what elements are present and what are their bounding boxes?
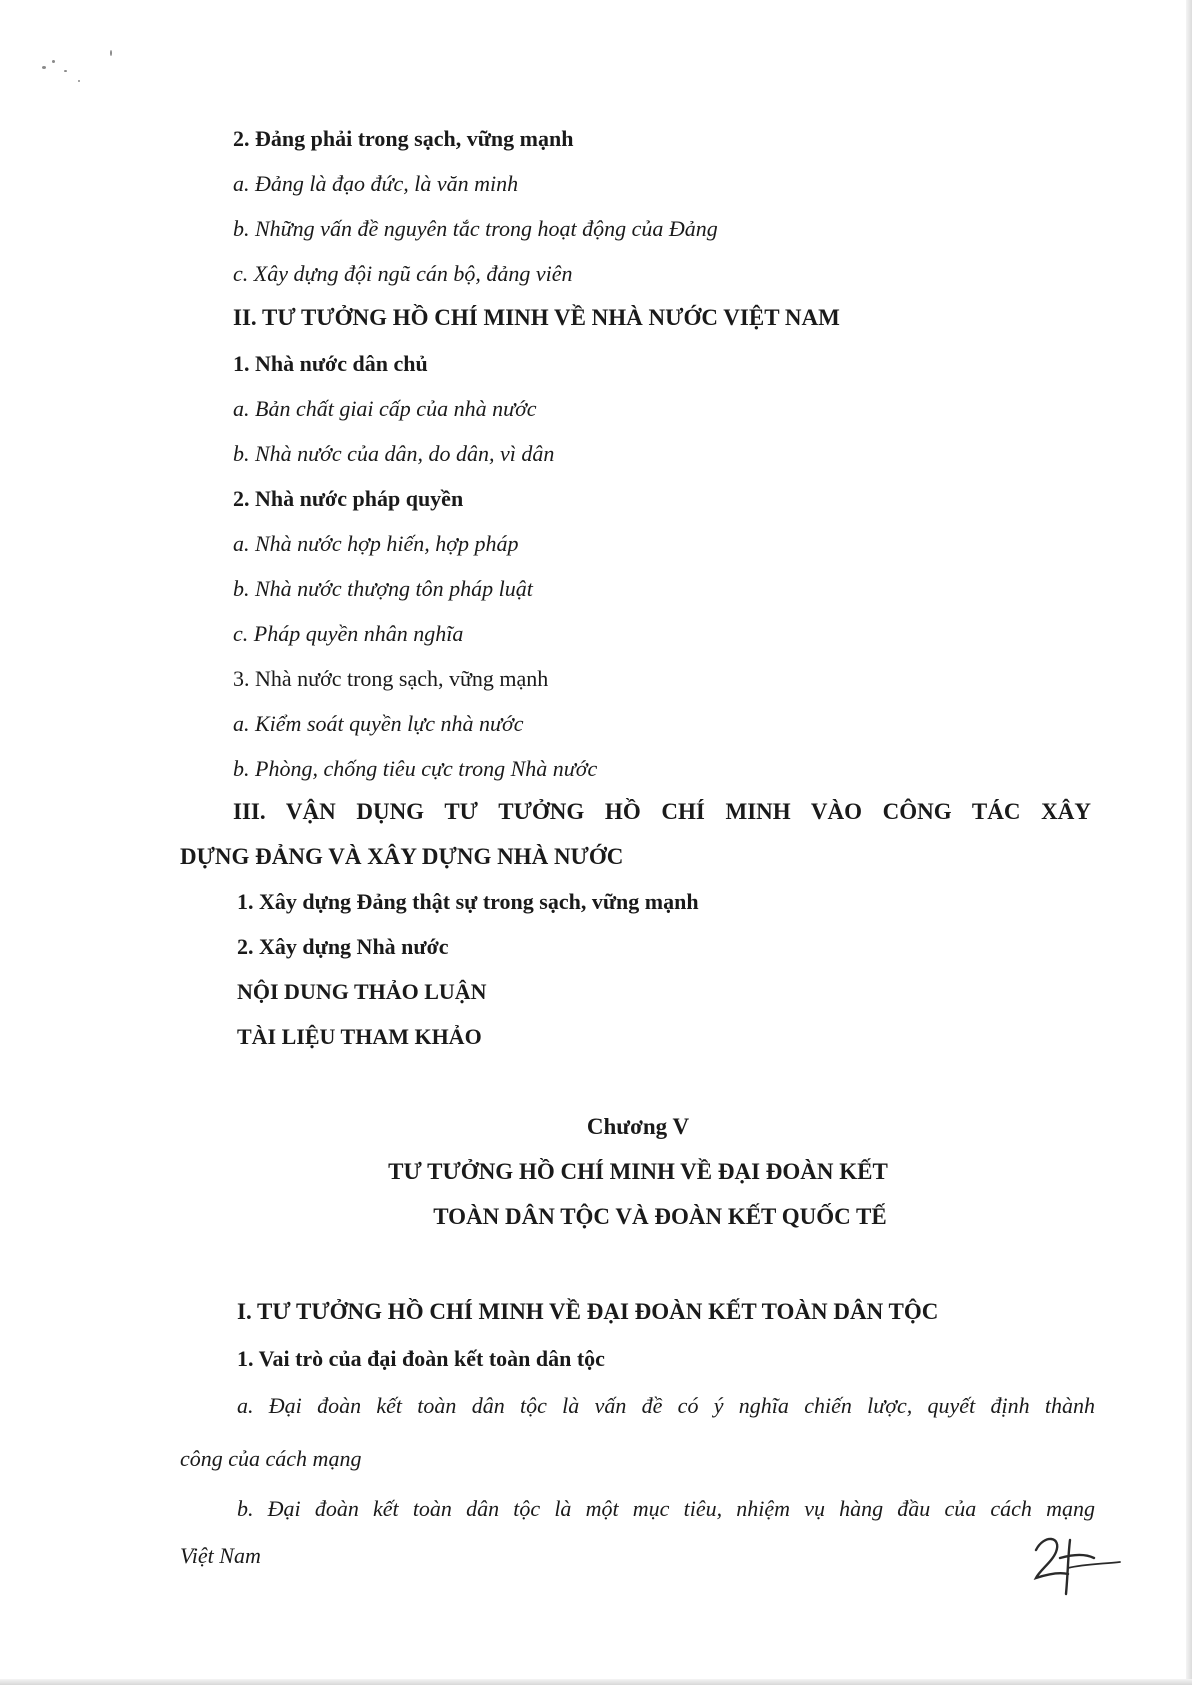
section-heading-1: 1. Vai trò của đại đoàn kết toàn dân tộc — [237, 1346, 605, 1371]
paragraph-b-line-2: Việt Nam — [180, 1543, 261, 1568]
subsection-b: b. Phòng, chống tiêu cực trong Nhà nước — [233, 756, 598, 781]
subsection-b: b. Những vấn đề nguyên tắc trong hoạt động của Đảng — [233, 216, 718, 241]
section-heading-1: 1. Nhà nước dân chủ — [233, 351, 428, 376]
section-heading-2: 2. Nhà nước pháp quyền — [233, 486, 464, 511]
part-heading-ii: II. TƯ TƯỞNG HỒ CHÍ MINH VỀ NHÀ NƯỚC VIỆT NAM — [233, 305, 840, 330]
part-heading-iii: III. VẬN DỤNG TƯ TƯỞNG HỒ CHÍ MINH VÀO CÔNG TÁC XÂY — [233, 799, 1091, 824]
paragraph-a-line-1: a. Đại đoàn kết toàn dân tộc là vấn đề có ý nghĩa chiến lược, quyết định thành — [237, 1393, 1095, 1418]
part-heading-iii-continued: DỰNG ĐẢNG VÀ XÂY DỰNG NHÀ NƯỚC — [180, 844, 624, 869]
subsection-a: a. Bản chất giai cấp của nhà nước — [233, 396, 537, 421]
section-heading-1: 1. Xây dựng Đảng thật sự trong sạch, vững mạnh — [237, 889, 699, 914]
paragraph-b-line-1: b. Đại đoàn kết toàn dân tộc là một mục tiêu, nhiệm vụ hàng đầu của cách mạng — [237, 1496, 1095, 1521]
scan-speck — [78, 80, 80, 82]
scan-edge-bottom — [0, 1679, 1192, 1685]
paragraph-a-line-2: công của cách mạng — [180, 1446, 362, 1471]
references-heading: TÀI LIỆU THAM KHẢO — [237, 1024, 482, 1049]
scan-edge-right — [1186, 0, 1192, 1685]
section-heading-3: 3. Nhà nước trong sạch, vững mạnh — [233, 666, 549, 691]
scan-speck — [64, 70, 67, 72]
subsection-c: c. Xây dựng đội ngũ cán bộ, đảng viên — [233, 261, 573, 286]
subsection-a: a. Kiểm soát quyền lực nhà nước — [233, 711, 524, 736]
subsection-c: c. Pháp quyền nhân nghĩa — [233, 621, 464, 646]
subsection-a: a. Nhà nước hợp hiến, hợp pháp — [233, 531, 519, 556]
subsection-b: b. Nhà nước của dân, do dân, vì dân — [233, 441, 555, 466]
handwritten-signature — [1022, 1528, 1122, 1598]
subsection-b: b. Nhà nước thượng tôn pháp luật — [233, 576, 533, 601]
subsection-a: a. Đảng là đạo đức, là văn minh — [233, 171, 519, 196]
part-heading-i: I. TƯ TƯỞNG HỒ CHÍ MINH VỀ ĐẠI ĐOÀN KẾT TOÀN DÂN TỘC — [237, 1299, 939, 1324]
scan-speck — [110, 50, 112, 56]
chapter-number: Chương V — [586, 1114, 690, 1139]
scan-speck — [52, 60, 55, 63]
section-heading-2: 2. Đảng phải trong sạch, vững mạnh — [233, 126, 574, 151]
chapter-title-line-1: TƯ TƯỞNG HỒ CHÍ MINH VỀ ĐẠI ĐOÀN KẾT — [388, 1159, 888, 1184]
discussion-heading: NỘI DUNG THẢO LUẬN — [237, 979, 487, 1004]
scan-speck — [42, 66, 46, 69]
chapter-title-line-2: TOÀN DÂN TỘC VÀ ĐOÀN KẾT QUỐC TẾ — [433, 1204, 887, 1229]
section-heading-2: 2. Xây dựng Nhà nước — [237, 934, 449, 959]
